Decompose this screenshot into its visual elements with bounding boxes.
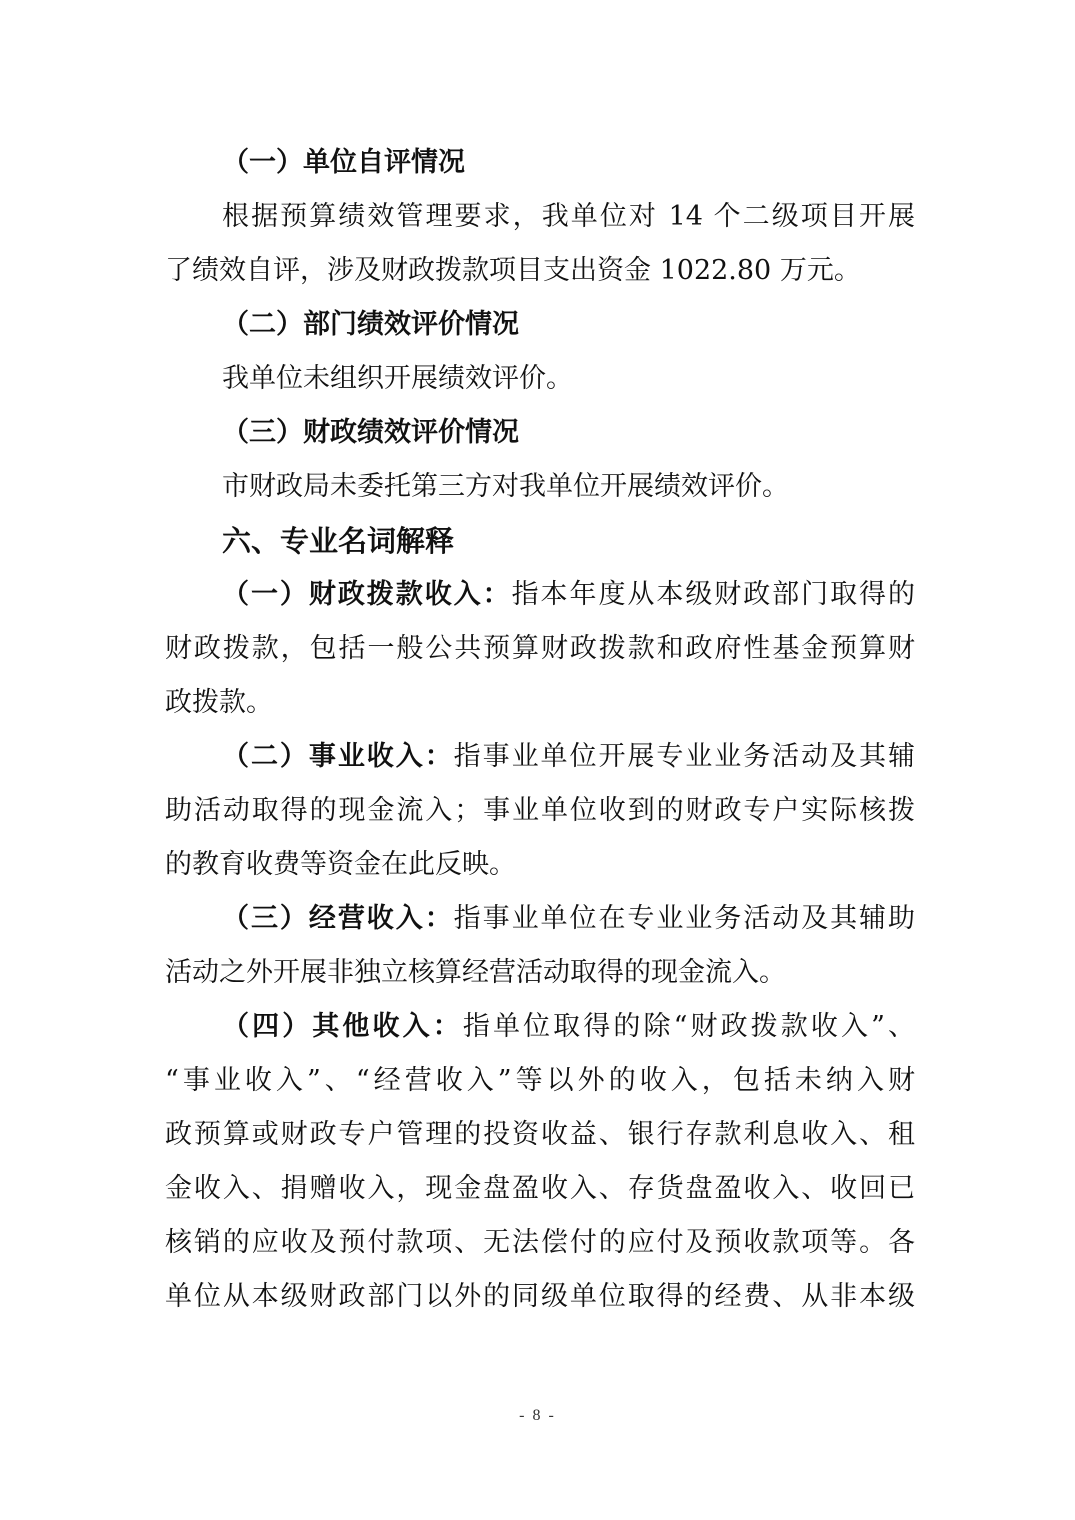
term1-label: （一）财政拨款收入：	[222, 579, 512, 610]
sub2-heading: （二）部门绩效评价情况	[222, 309, 519, 340]
term1-line: 政拨款。	[165, 687, 273, 718]
term4-line: 单位从本级财政部门以外的同级单位取得的经费、从非本级	[165, 1281, 915, 1312]
term3-line	[222, 892, 915, 946]
term2-line	[222, 730, 915, 784]
term1-line	[222, 568, 915, 622]
sub3-heading: （三）财政绩效评价情况	[222, 417, 519, 448]
term3-text: 指事业单位在专业业务活动及其辅助	[453, 903, 916, 934]
term4-line: 金收入、捐赠收入，现金盘盈收入、存货盘盈收入、收回已	[165, 1173, 915, 1204]
term2-line: 的教育收费等资金在此反映。	[165, 849, 516, 880]
term2-text: 指事业单位开展专业业务活动及其辅	[453, 741, 916, 772]
term4-line: “事业收入”、“经营收入”等以外的收入，包括未纳入财	[165, 1065, 915, 1096]
term4-line	[222, 1000, 915, 1054]
term4-line: 核销的应收及预付款项、无法偿付的应付及预收款项等。各	[165, 1227, 915, 1258]
term1-text: 指本年度从本级财政部门取得的	[511, 579, 916, 610]
term4-line: 政预算或财政专户管理的投资收益、银行存款利息收入、租	[165, 1119, 915, 1150]
sub1-heading: （一）单位自评情况	[222, 147, 465, 178]
term1-line: 财政拨款，包括一般公共预算财政拨款和政府性基金预算财	[165, 633, 915, 664]
sub1-body-line: 了绩效自评，涉及财政拨款项目支出资金 1022.80 万元。	[165, 255, 861, 286]
term3-label: （三）经营收入：	[222, 903, 454, 934]
sub3-body: 市财政局未委托第三方对我单位开展绩效评价。	[222, 471, 789, 502]
term2-label: （二）事业收入：	[222, 741, 454, 772]
term3-line: 活动之外开展非独立核算经营活动取得的现金流入。	[165, 957, 786, 988]
term4-label: （四）其他收入：	[222, 1011, 463, 1042]
term2-line: 助活动取得的现金流入；事业单位收到的财政专户实际核拨	[165, 795, 915, 826]
page-number: - 8 -	[519, 1407, 556, 1424]
section-six-heading: 六、专业名词解释	[222, 524, 455, 558]
sub1-body-line: 根据预算绩效管理要求，我单位对 14 个二级项目开展	[222, 201, 915, 232]
term4-text: 指单位取得的除“财政拨款收入”、	[462, 1011, 916, 1042]
sub2-body: 我单位未组织开展绩效评价。	[222, 363, 573, 394]
